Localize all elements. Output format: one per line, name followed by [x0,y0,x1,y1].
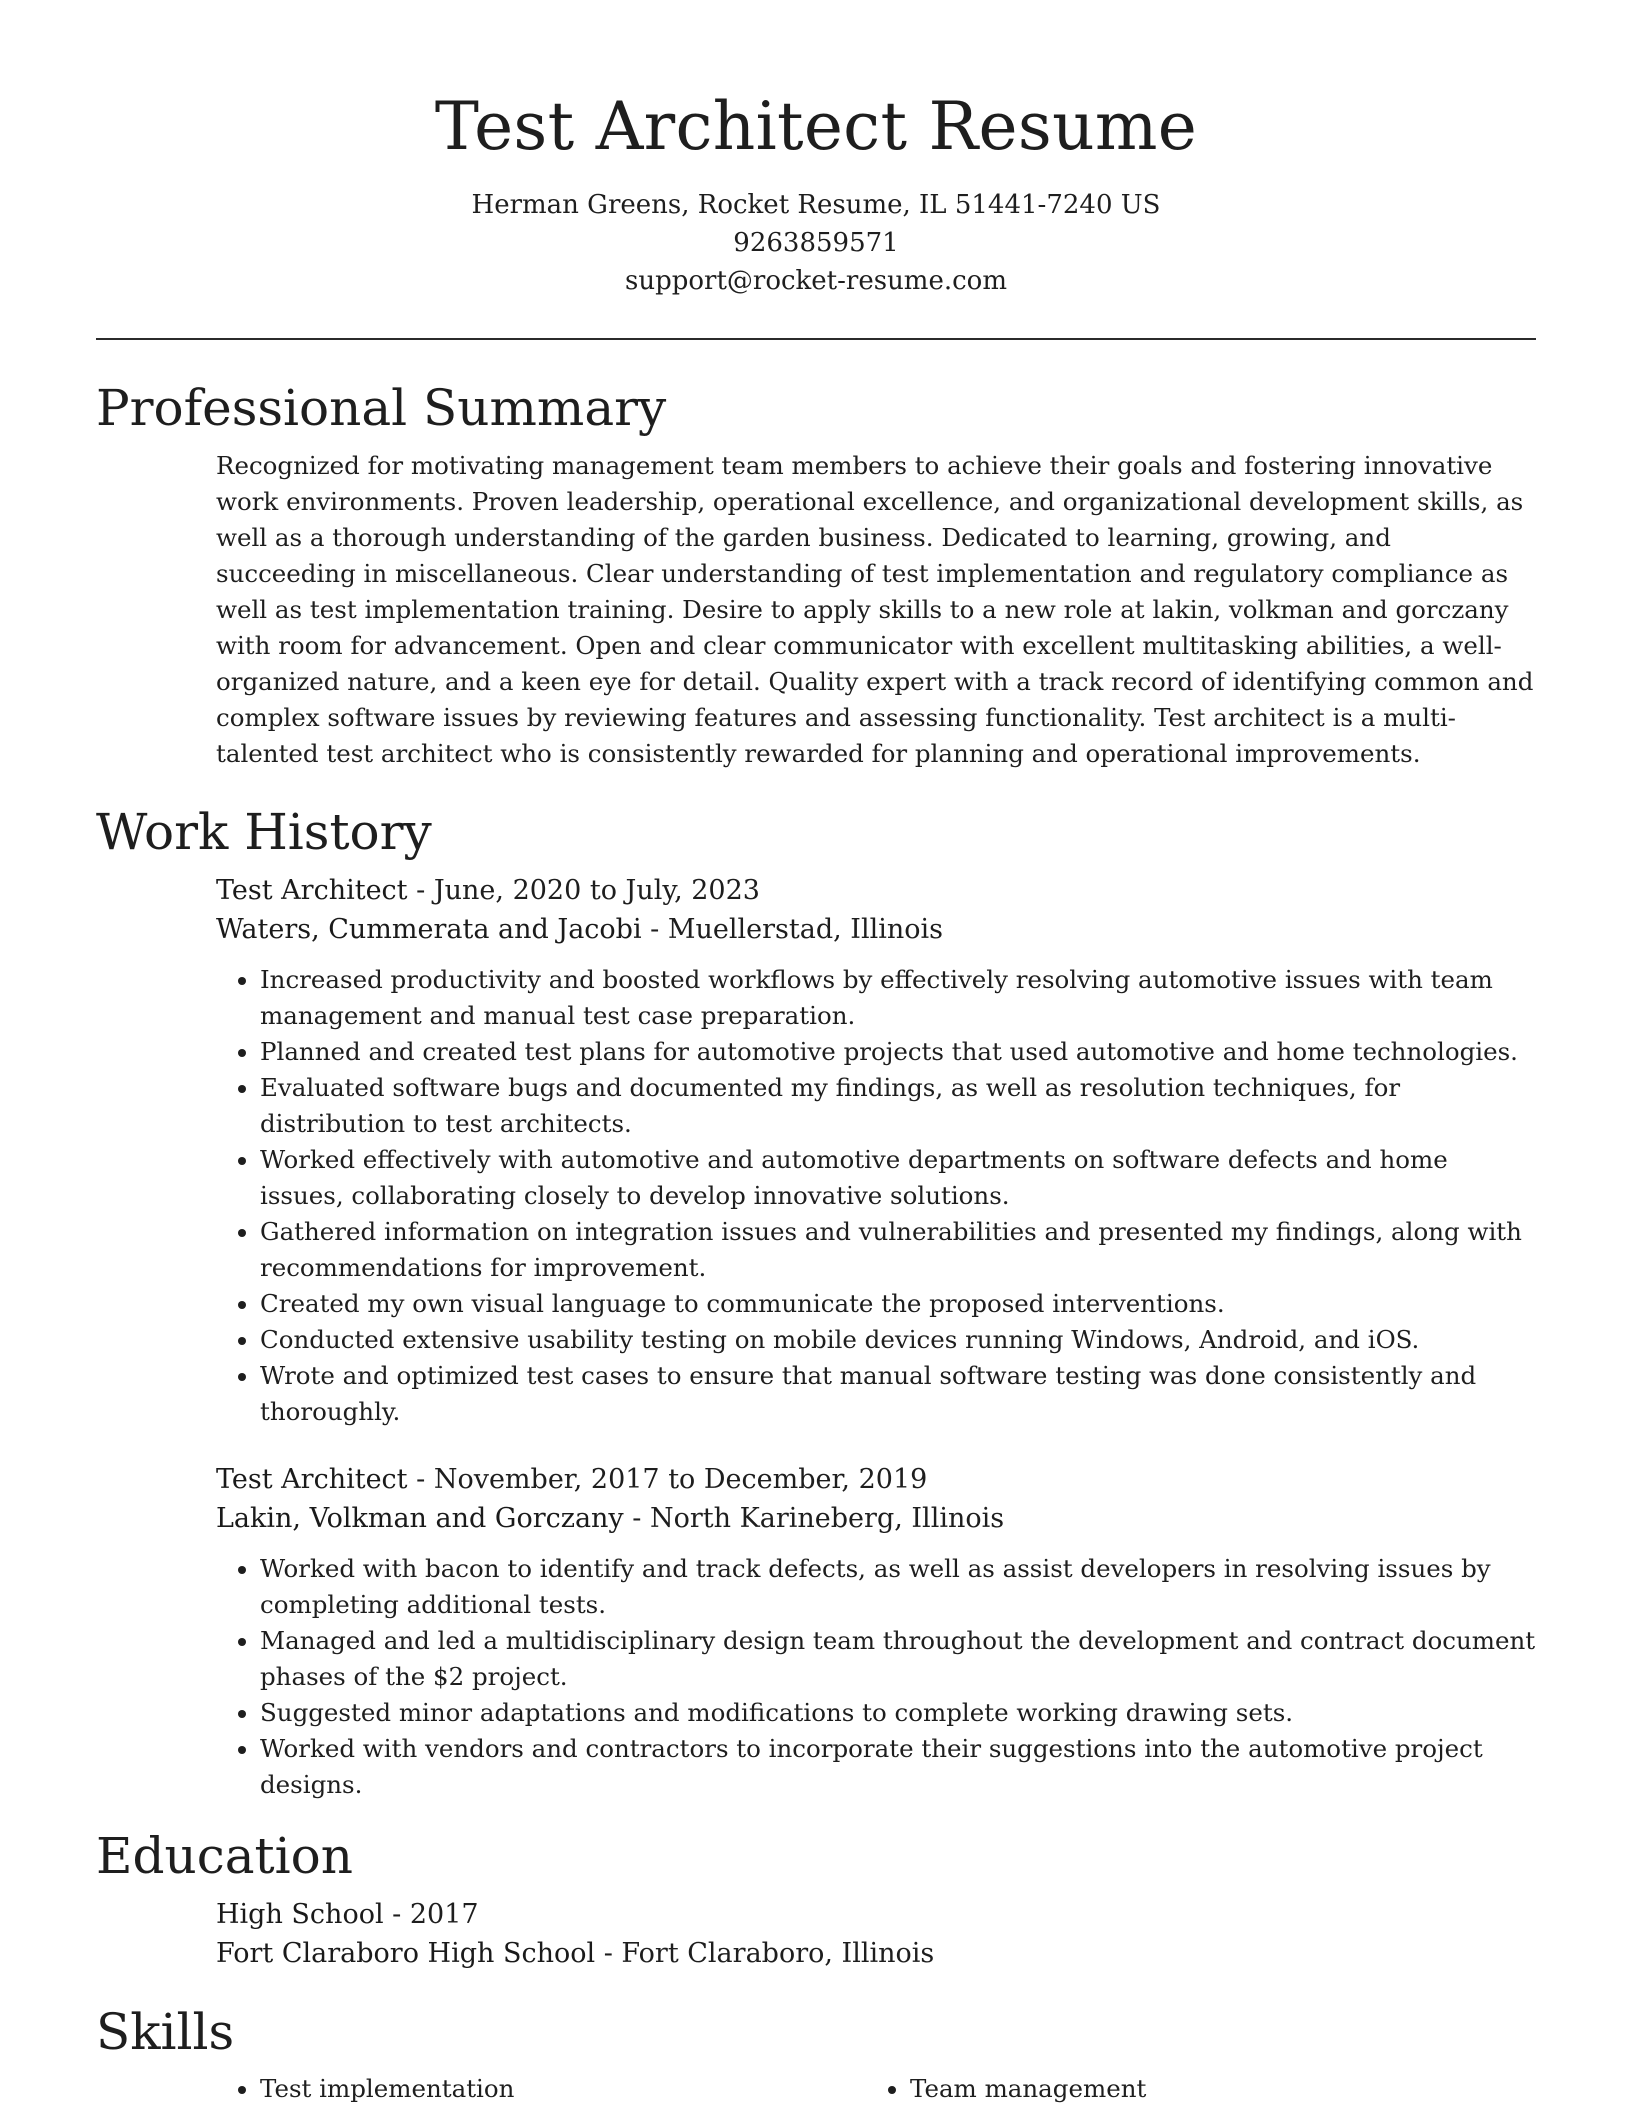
job-bullets [216,962,1536,1430]
resume-header [96,0,1536,300]
header-divider [96,338,1536,340]
skills-grid [216,2071,1536,2107]
contact-email: support@rocket-resume.com [624,266,1007,296]
education-entry [216,1895,1536,1973]
skill-item: • Team management [910,2071,1516,2107]
list-item: • Conducted extensive usability testing on mobile devices running Windows, Android, and iOS. [260,1322,1536,1358]
education-year: - 2017 [383,1899,479,1930]
education-school: Fort Claraboro High School [216,1938,596,1969]
list-item: • Gathered information on integration issues and vulnerabilities and presented my findings, along with recommendations for improvement. [260,1214,1536,1286]
job-bullets [216,1551,1536,1803]
education-degree: High School [216,1899,384,1930]
contact-address: Herman Greens, Rocket Resume, IL 51441-7240 US [471,190,1161,220]
resume-page [96,0,1536,2107]
skills-column-right [866,2071,1516,2107]
job-company-line [216,1499,1536,1538]
summary-body [216,448,1536,772]
list-item: • Worked with vendors and contractors to incorporate their suggestions into the automotive project designs. [260,1731,1536,1803]
job-company: Waters, Cummerata and Jacobi [216,914,642,945]
skill-item: • Test implementation [260,2071,866,2107]
job-role: Test Architect [216,1464,408,1495]
job-location: - Muellerstad, Illinois [641,914,944,945]
education-heading: Education [96,1827,353,1885]
list-item: • Increased productivity and boosted workflows by effectively resolving automotive issues with team management and manual test case preparation. [260,962,1536,1034]
job-entry [216,1460,1536,1803]
job-dates: - November, 2017 to December, 2019 [407,1464,928,1495]
list-item: • Worked effectively with automotive and automotive departments on software defects and home issues, collaborating closely to develop innovative solutions. [260,1142,1536,1214]
education-section [96,1825,1536,1973]
list-item: • Created my own visual language to communicate the proposed interventions. [260,1286,1536,1322]
list-item: • Wrote and optimized test cases to ensure that manual software testing was done consistently and thoroughly. [260,1358,1536,1430]
summary-text: Recognized for motivating management team members to achieve their goals and fostering innovative work environments. Proven leadership, operational excellence, and organizational development skills, as well as a thorough understanding of the garden business. Dedicated to learning, growing, and succeeding in miscellaneous. Clear understanding of test implementation and regulatory compliance as well as test implementation training. Desire to apply skills to a new role at lakin, volkman and gorczany with room for advancement. Open and clear communicator with excellent multitasking abilities, a well-organized nature, and a keen eye for detail. Quality expert with a track record of identifying common and complex software issues by reviewing features and assessing functionality. Test architect is a multi-talented test architect who is consistently rewarded for planning and operational improvements. [216,451,1534,768]
list-item: • Evaluated software bugs and documented my findings, as well as resolution techniques, for distribution to test architects. [260,1070,1536,1142]
job-company-line [216,910,1536,949]
education-location: - Fort Claraboro, Illinois [595,1938,935,1969]
work-section [96,801,1536,1803]
skills-heading: Skills [96,2003,235,2061]
education-degree-line [216,1895,1536,1934]
contact-phone: 9263859571 [733,228,899,258]
education-school-line [216,1934,1536,1973]
summary-heading: Professional Summary [96,379,667,437]
job-dates: - June, 2020 to July, 2023 [407,875,760,906]
skills-column-left [216,2071,866,2107]
resume-title: Test Architect Resume [434,88,1198,165]
list-item: • Worked with bacon to identify and track defects, as well as assist developers in resolving issues by completing additional tests. [260,1551,1536,1623]
job-role: Test Architect [216,875,408,906]
job-title-line [216,1460,1536,1499]
contact-info [96,186,1536,300]
list-item: • Managed and led a multidisciplinary design team throughout the development and contract document phases of the $2 project. [260,1623,1536,1695]
skills-section [96,2001,1536,2107]
job-company: Lakin, Volkman and Gorczany [216,1503,624,1534]
work-heading: Work History [96,803,432,861]
job-location: - North Karineberg, Illinois [623,1503,1005,1534]
job-title-line [216,871,1536,910]
list-item: • Suggested minor adaptations and modifications to complete working drawing sets. [260,1695,1536,1731]
summary-section [96,377,1536,772]
list-item: • Planned and created test plans for automotive projects that used automotive and home technologies. [260,1034,1536,1070]
job-entry [216,871,1536,1430]
